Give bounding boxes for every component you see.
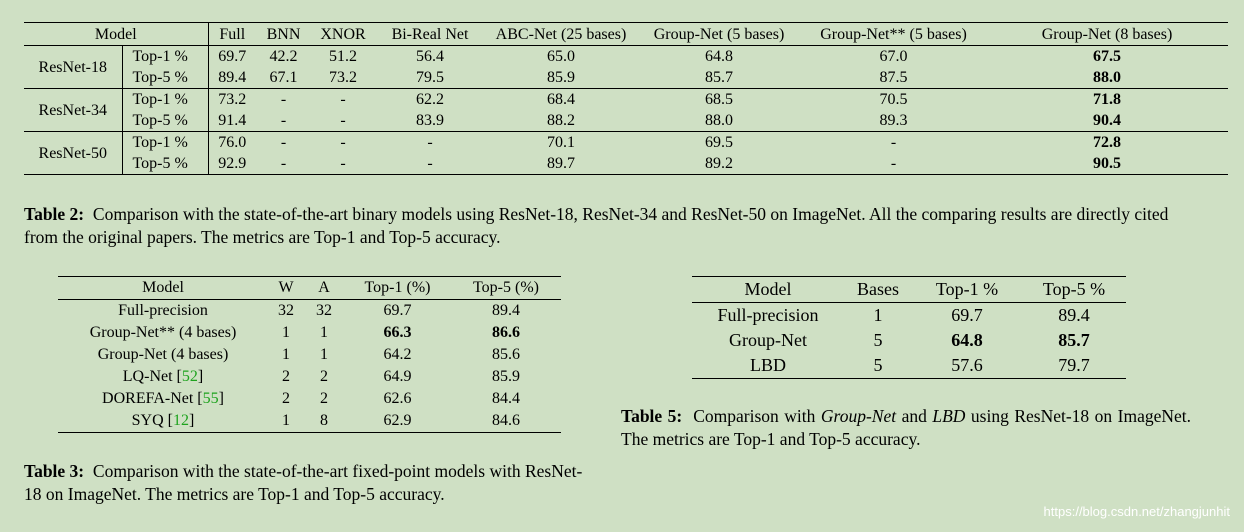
metric-cell: Top-5 % [122, 110, 208, 132]
table-row [58, 388, 561, 410]
w-cell: 2 [282, 390, 290, 407]
value-cell: 70.5 [801, 89, 986, 111]
bases-cell: 1 [873, 305, 883, 325]
value-cell: 79.5 [416, 69, 444, 86]
value-cell: - [280, 112, 287, 129]
model-cell: ResNet-34 [24, 89, 122, 132]
table-row [24, 67, 1228, 89]
top1-cell: 64.2 [383, 346, 412, 363]
w-cell: 1 [268, 410, 304, 433]
top5-cell: 84.4 [492, 390, 520, 407]
value-cell: 73.2 [208, 89, 256, 111]
value-cell: 68.5 [637, 89, 801, 111]
top1-cell-best: 64.8 [951, 330, 983, 350]
model-cell: LBD [692, 353, 844, 379]
top5-cell: 89.4 [1058, 305, 1090, 325]
model-cell: Group-Net (4 bases) [97, 346, 229, 363]
top1-cell: 69.7 [383, 302, 412, 319]
header-cell: Group-Net** (5 bases) [801, 23, 986, 46]
value-cell: 70.1 [485, 132, 637, 154]
table-row [24, 132, 1228, 154]
value-cell: 68.4 [485, 89, 637, 111]
value-cell: 85.9 [547, 69, 575, 86]
header-cell: Full [208, 23, 256, 46]
model-cell: DOREFA-Net [55] [102, 390, 224, 407]
value-cell: 65.0 [547, 48, 575, 65]
model-cell: LQ-Net [52] [122, 368, 204, 385]
value-cell: 89.4 [218, 69, 247, 86]
table-row [692, 303, 1126, 329]
table-5 [692, 276, 1126, 379]
header-cell: A [304, 277, 344, 300]
table-row [24, 89, 1228, 111]
header-cell: Bi-Real Net [375, 23, 485, 46]
table-row [24, 153, 1228, 175]
metric-cell: Top-5 % [122, 153, 208, 175]
model-cell: Full-precision [717, 305, 819, 325]
a-cell: 1 [320, 346, 328, 363]
model-cell: Group-Net [729, 330, 807, 350]
value-cell: - [340, 112, 346, 129]
value-cell: - [256, 132, 311, 154]
value-cell-best: 72.8 [986, 132, 1228, 154]
header-cell: Group-Net (5 bases) [637, 23, 801, 46]
header-cell: Group-Net (8 bases) [986, 23, 1228, 46]
header-cell: Top-1 % [912, 277, 1022, 303]
value-cell: - [256, 153, 311, 175]
table-row [24, 46, 1228, 68]
value-cell-best: 88.0 [1093, 69, 1121, 86]
value-cell: 73.2 [329, 69, 357, 86]
top1-cell-best: 66.3 [383, 324, 412, 341]
table-row [58, 410, 561, 433]
table-3 [58, 276, 561, 433]
value-cell: 85.7 [705, 69, 733, 86]
value-cell: 64.8 [705, 48, 733, 65]
value-cell: - [375, 132, 485, 154]
model-cell: ResNet-18 [24, 46, 122, 89]
value-cell: 56.4 [416, 48, 444, 65]
value-cell: 92.9 [208, 153, 256, 175]
value-cell-best: 90.5 [986, 153, 1228, 175]
table-3-caption: Table 3: Comparison with the state-of-the-art fixed-point models with ResNet-18 on ImageNet. The metrics are Top-1 and Top-5 accuracy. [24, 461, 583, 504]
header-cell: Top-1 (%) [344, 277, 451, 300]
value-cell-best: 90.4 [1093, 112, 1121, 129]
table-row [692, 353, 1126, 379]
table-row [58, 366, 561, 388]
value-cell: 87.5 [879, 69, 908, 86]
w-cell: 1 [282, 346, 290, 363]
header-cell: Model [58, 277, 268, 300]
header-cell: W [268, 277, 304, 300]
top1-cell: 62.9 [344, 410, 451, 433]
value-cell: 69.5 [637, 132, 801, 154]
value-cell: - [311, 132, 375, 154]
header-cell: ABC-Net (25 bases) [485, 23, 637, 46]
top1-cell: 62.6 [383, 390, 412, 407]
w-cell: 1 [282, 324, 290, 341]
top5-cell: 84.6 [451, 410, 561, 433]
model-cell: ResNet-50 [24, 132, 122, 175]
value-cell: 89.7 [485, 153, 637, 175]
citation-link[interactable]: 52 [181, 368, 198, 385]
top5-cell: 85.6 [492, 346, 520, 363]
top5-cell: 85.9 [492, 368, 520, 385]
table-row [58, 344, 561, 366]
value-cell: 42.2 [269, 48, 298, 65]
a-cell: 2 [320, 368, 328, 385]
value-cell: - [256, 89, 311, 111]
value-cell: 51.2 [329, 48, 357, 65]
value-cell: 83.9 [416, 112, 444, 129]
value-cell: 76.0 [208, 132, 256, 154]
value-cell: 69.7 [218, 48, 247, 65]
value-cell: - [311, 89, 375, 111]
model-cell: Group-Net** (4 bases) [89, 324, 237, 341]
top5-cell-best: 86.6 [492, 324, 520, 341]
top1-cell: 64.9 [383, 368, 412, 385]
watermark-text: https://blog.csdn.net/zhangjunhit [1043, 504, 1230, 519]
citation-link[interactable]: 12 [173, 412, 189, 429]
header-cell: Model [24, 23, 208, 46]
header-cell: XNOR [311, 23, 375, 46]
value-cell: - [311, 153, 375, 175]
table-row [24, 110, 1228, 132]
top5-cell: 89.4 [492, 302, 520, 319]
value-cell: 67.0 [879, 48, 908, 65]
table-2-header-row [24, 23, 1228, 46]
table-row [692, 328, 1126, 353]
a-cell: 32 [316, 302, 332, 319]
metric-cell: Top-1 % [122, 89, 208, 111]
a-cell: 8 [304, 410, 344, 433]
header-cell: Bases [844, 277, 912, 303]
header-cell: BNN [256, 23, 311, 46]
table-5-header-row [692, 277, 1126, 303]
value-cell: 62.2 [375, 89, 485, 111]
bases-cell: 5 [873, 330, 883, 350]
top1-cell: 69.7 [951, 305, 983, 325]
table-2-caption: Table 2: Comparison with the state-of-the-art binary models using ResNet-18, ResNet-34 and ResNet-50 on ImageNet. All the comparing results are directly cited from the original papers. The metrics are Top-1 and Top-5 accuracy. [24, 204, 1169, 247]
value-cell: 91.4 [218, 112, 247, 129]
metric-cell: Top-5 % [122, 67, 208, 89]
metric-cell: Top-1 % [122, 46, 208, 68]
value-cell: 88.0 [705, 112, 733, 129]
value-cell-best: 71.8 [986, 89, 1228, 111]
header-cell: Model [692, 277, 844, 303]
header-cell: Top-5 (%) [451, 277, 561, 300]
a-cell: 1 [320, 324, 328, 341]
a-cell: 2 [320, 390, 328, 407]
value-cell: 67.1 [269, 69, 298, 86]
value-cell: - [801, 153, 986, 175]
table-row [58, 300, 561, 323]
value-cell: 89.3 [879, 112, 908, 129]
top5-cell: 79.7 [1022, 353, 1126, 379]
top1-cell: 57.6 [912, 353, 1022, 379]
value-cell: - [375, 153, 485, 175]
metric-cell: Top-1 % [122, 132, 208, 154]
table-2 [24, 22, 1228, 175]
top5-cell-best: 85.7 [1058, 330, 1090, 350]
model-cell: Full-precision [118, 302, 208, 319]
value-cell: - [801, 132, 986, 154]
header-cell: Top-5 % [1022, 277, 1126, 303]
table-5-caption: Table 5: Comparison with Group-Net and LBD using ResNet-18 on ImageNet. The metrics are Top-1 and Top-5 accuracy. [621, 406, 1192, 449]
value-cell-best: 67.5 [1093, 48, 1121, 65]
bases-cell: 5 [844, 353, 912, 379]
value-cell: 88.2 [547, 112, 575, 129]
model-cell: SYQ [12] [58, 410, 268, 433]
table-row [58, 322, 561, 344]
value-cell: 89.2 [637, 153, 801, 175]
w-cell: 2 [282, 368, 290, 385]
table-3-header-row [58, 277, 561, 300]
w-cell: 32 [278, 302, 294, 319]
citation-link[interactable]: 55 [202, 390, 219, 407]
